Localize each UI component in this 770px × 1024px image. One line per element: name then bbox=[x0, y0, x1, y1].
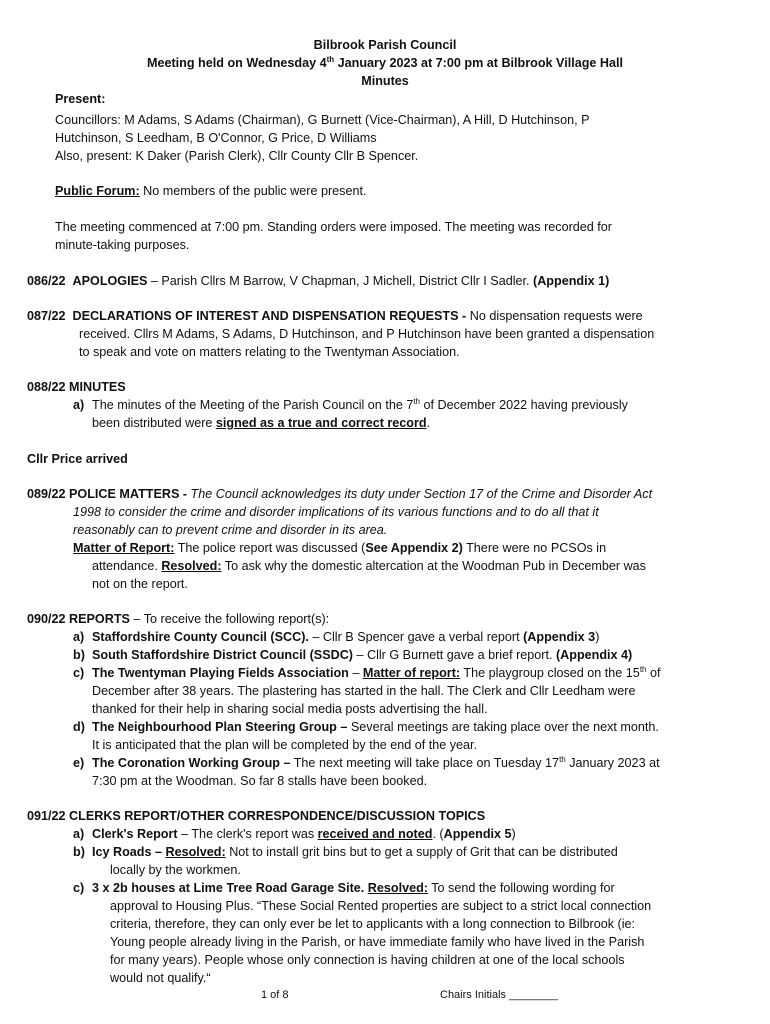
item-091-c-line-3: criteria, therefore, they can only ever be let to applicants with a long connection to Bilbrook (ie: bbox=[110, 917, 636, 931]
item-090-b-marker: b) bbox=[73, 648, 85, 662]
item-088-minutes: 088/22 MINUTES bbox=[27, 380, 126, 394]
item-090-d-marker: d) bbox=[73, 720, 85, 734]
item-087-line-2: received. Cllrs M Adams, S Adams, D Hutchinson, and P Hutchinson have been granted a dispensation bbox=[79, 327, 655, 341]
item-090-a-marker: a) bbox=[73, 630, 85, 644]
arrival-note: Cllr Price arrived bbox=[27, 452, 128, 466]
public-forum: Public Forum: No members of the public were present. bbox=[55, 184, 367, 198]
item-090-c-marker: c) bbox=[73, 666, 85, 680]
item-091-c-line-2: approval to Housing Plus. “These Social Rented properties are subject to a strict local connection bbox=[110, 899, 652, 913]
item-091-b-line-2: locally by the workmen. bbox=[110, 863, 241, 877]
item-090-c-line-2: December after 38 years. The plastering has started in the hall. The Clerk and Cllr Leedham were bbox=[92, 684, 636, 698]
present-heading: Present: bbox=[55, 92, 106, 106]
councillors-line-2: Hutchinson, S Leedham, B O'Connor, G Price, D Williams bbox=[55, 131, 377, 145]
item-086-apologies: 086/22 APOLOGIES – Parish Cllrs M Barrow, V Chapman, J Michell, District Cllr I Sadler. (Appendix 1) bbox=[27, 274, 610, 288]
item-090-e-line-2: 7:30 pm at the Woodman. So far 8 stalls have been booked. bbox=[92, 774, 428, 788]
also-present: Also, present: K Daker (Parish Clerk), Cllr County Cllr B Spencer. bbox=[55, 149, 419, 163]
item-088-a-line-2: been distributed were signed as a true and correct record. bbox=[92, 416, 431, 430]
item-089-italic-2: 1998 to consider the crime and disorder implications of its various functions and to do all that it bbox=[73, 505, 599, 519]
item-091-c-lime-tree: 3 x 2b houses at Lime Tree Road Garage Site. Resolved: To send the following wording for bbox=[92, 881, 615, 895]
item-090-b-ssdc: South Staffordshire District Council (SSDC) – Cllr G Burnett gave a brief report. (Appendix 4) bbox=[92, 648, 633, 662]
item-089-resolved: attendance. Resolved: To ask why the domestic altercation at the Woodman Pub in December was bbox=[92, 559, 646, 573]
item-091-c-line-6: would not qualify.“ bbox=[110, 971, 211, 985]
item-090-reports: 090/22 REPORTS – To receive the following report(s): bbox=[27, 612, 330, 626]
council-name: Bilbrook Parish Council bbox=[313, 38, 457, 52]
item-090-d-line-2: It is anticipated that the plan will be completed by the end of the year. bbox=[92, 738, 478, 752]
item-088-a-line-1: The minutes of the Meeting of the Parish Council on the 7th of December 2022 having previously bbox=[92, 397, 628, 412]
commenced-line-2: minute-taking purposes. bbox=[55, 238, 190, 252]
page-number: 1 of 8 bbox=[261, 989, 289, 1001]
item-091-clerks-report: 091/22 CLERKS REPORT/OTHER CORRESPONDENCE/DISCUSSION TOPICS bbox=[27, 809, 486, 823]
item-087-declarations: 087/22 DECLARATIONS OF INTEREST AND DISPENSATION REQUESTS - No dispensation requests were bbox=[27, 309, 643, 323]
item-087-line-3: to speak and vote on matters relating to the Twentyman Association. bbox=[79, 345, 460, 359]
item-091-a-marker: a) bbox=[73, 827, 85, 841]
item-090-c-line-3: thanked for their help in sharing social media posts advertising the hall. bbox=[92, 702, 488, 716]
item-091-b-icy-roads: Icy Roads – Resolved: Not to install grit bins but to get a supply of Grit that can be distributed bbox=[92, 845, 618, 859]
item-089-police: 089/22 POLICE MATTERS - The Council acknowledges its duty under Section 17 of the Crime and Disorder Act bbox=[27, 487, 653, 501]
chairs-initials: Chairs Initials ________ bbox=[440, 989, 559, 1001]
item-091-c-marker: c) bbox=[73, 881, 85, 895]
item-088-a-marker: a) bbox=[73, 398, 85, 412]
item-089-matter-of-report: Matter of Report: The police report was discussed (See Appendix 2) There were no PCSOs in bbox=[73, 541, 607, 555]
item-089-italic-3: reasonably can to prevent crime and disorder in its area. bbox=[73, 523, 388, 537]
item-091-c-line-5: for many years). People whose only connection is having children at one of the local schools bbox=[110, 953, 625, 967]
item-090-d-neighbourhood: The Neighbourhood Plan Steering Group – Several meetings are taking place over the next month. bbox=[92, 720, 659, 734]
item-090-c-twentyman: The Twentyman Playing Fields Association – Matter of report: The playgroup closed on the 15th of bbox=[92, 665, 661, 680]
minutes-title: Minutes bbox=[361, 74, 409, 88]
item-091-a-clerks: Clerk's Report – The clerk's report was received and noted. (Appendix 5) bbox=[92, 827, 516, 841]
councillors-line-1: Councillors: M Adams, S Adams (Chairman), G Burnett (Vice-Chairman), A Hill, D Hutchinson, P bbox=[55, 113, 590, 127]
item-090-a-scc: Staffordshire County Council (SCC). – Cllr B Spencer gave a verbal report (Appendix 3) bbox=[92, 630, 600, 644]
meeting-heading: Meeting held on Wednesday 4th January 2023 at 7:00 pm at Bilbrook Village Hall bbox=[146, 55, 624, 70]
item-091-b-marker: b) bbox=[73, 845, 85, 859]
item-089-line-6: not on the report. bbox=[92, 577, 188, 591]
item-091-c-line-4: Young people already living in the Parish, or have immediate family who have lived in the Parish bbox=[110, 935, 645, 949]
commenced-line-1: The meeting commenced at 7:00 pm. Standing orders were imposed. The meeting was recorded for bbox=[55, 220, 612, 234]
item-090-e-marker: e) bbox=[73, 756, 85, 770]
item-090-e-coronation: The Coronation Working Group – The next meeting will take place on Tuesday 17th January 2023 at bbox=[92, 755, 660, 770]
